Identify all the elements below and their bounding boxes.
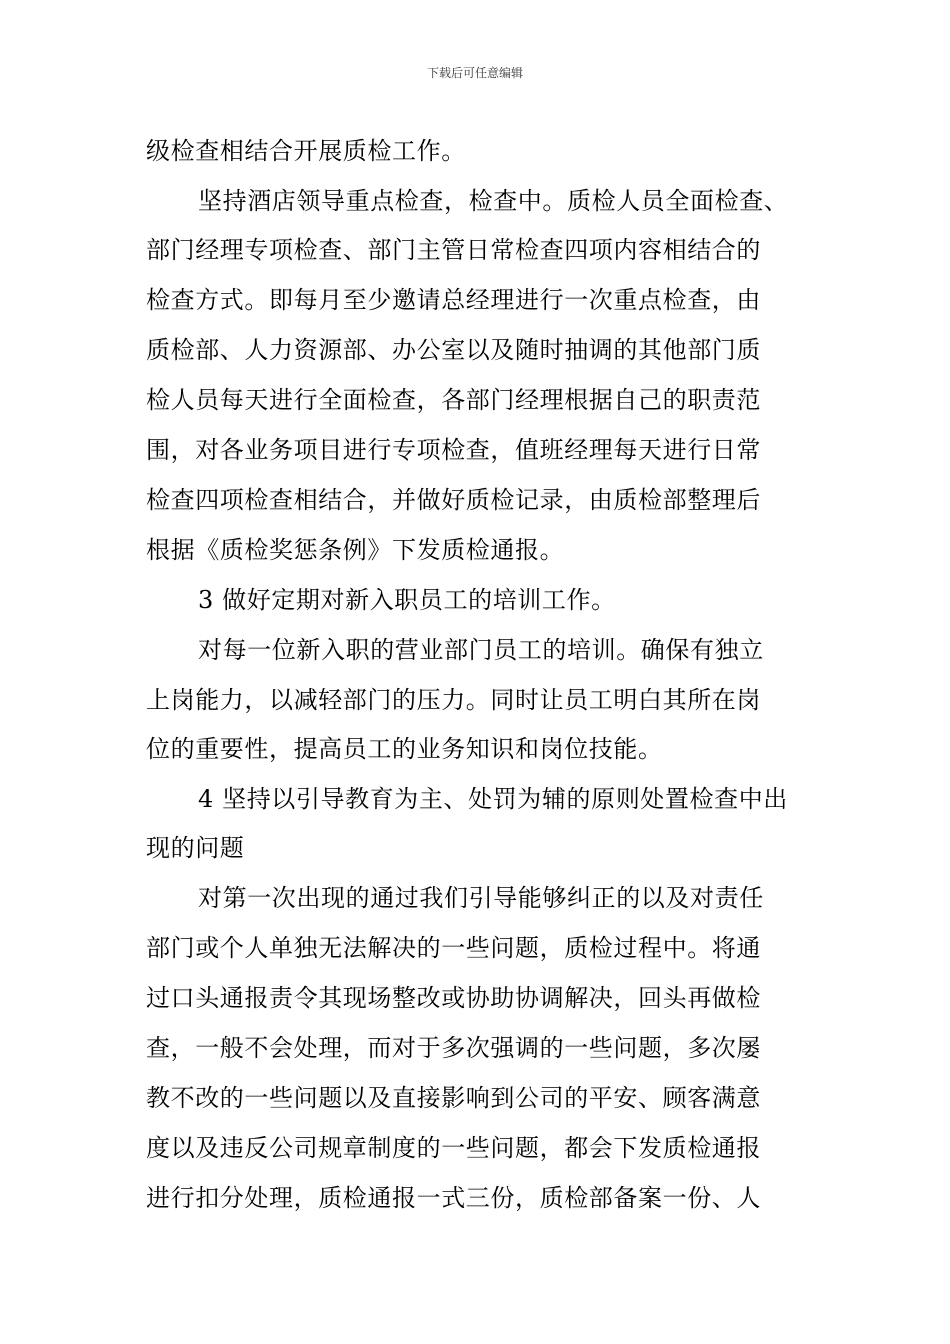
body-line: 位的重要性，提高员工的业务知识和岗位技能。	[146, 735, 663, 763]
body-line: 上岗能力，以减轻部门的压力。同时让员工明白其所在岗	[146, 686, 761, 714]
body-line: 过口头通报责令其现场整改或协助协调解决，回头再做检	[146, 984, 761, 1012]
section-heading-continued: 现的问题	[146, 834, 245, 862]
body-line: 检查四项检查相结合，并做好质检记录，由质检部整理后	[146, 486, 761, 514]
body-line: 度以及违反公司规章制度的一些问题，都会下发质检通报	[146, 1134, 761, 1162]
body-line: 部门经理专项检查、部门主管日常检查四项内容相结合的	[146, 236, 761, 264]
body-line: 围，对各业务项目进行专项检查，值班经理每天进行日常	[146, 436, 761, 464]
body-line: 对每一位新入职的营业部门员工的培训。确保有独立	[198, 636, 764, 664]
body-line: 根据《质检奖惩条例》下发质检通报。	[146, 536, 565, 564]
section-heading: 4 坚持以引导教育为主、处罚为辅的原则处置检查中出	[198, 785, 788, 813]
body-line: 查，一般不会处理，而对于多次强调的一些问题，多次屡	[146, 1034, 761, 1062]
section-heading: 3 做好定期对新入职员工的培训工作。	[198, 586, 616, 614]
body-line: 级检查相结合开展质检工作。	[146, 137, 466, 165]
body-line: 检人员每天进行全面检查，各部门经理根据自己的职责范	[146, 386, 761, 414]
body-line: 对第一次出现的通过我们引导能够纠正的以及对责任	[198, 884, 764, 912]
body-line: 坚持酒店领导重点检查，检查中。质检人员全面检查、	[198, 187, 789, 215]
page-header: 下载后可任意编辑	[426, 66, 523, 80]
body-line: 部门或个人单独无法解决的一些问题，质检过程中。将通	[146, 934, 761, 962]
body-line: 进行扣分处理，质检通报一式三份，质检部备案一份、人	[146, 1184, 761, 1212]
body-line: 质检部、人力资源部、办公室以及随时抽调的其他部门质	[146, 336, 761, 364]
body-line: 检查方式。即每月至少邀请总经理进行一次重点检查，由	[146, 286, 761, 314]
body-line: 教不改的一些问题以及直接影响到公司的平安、顾客满意	[146, 1084, 761, 1112]
